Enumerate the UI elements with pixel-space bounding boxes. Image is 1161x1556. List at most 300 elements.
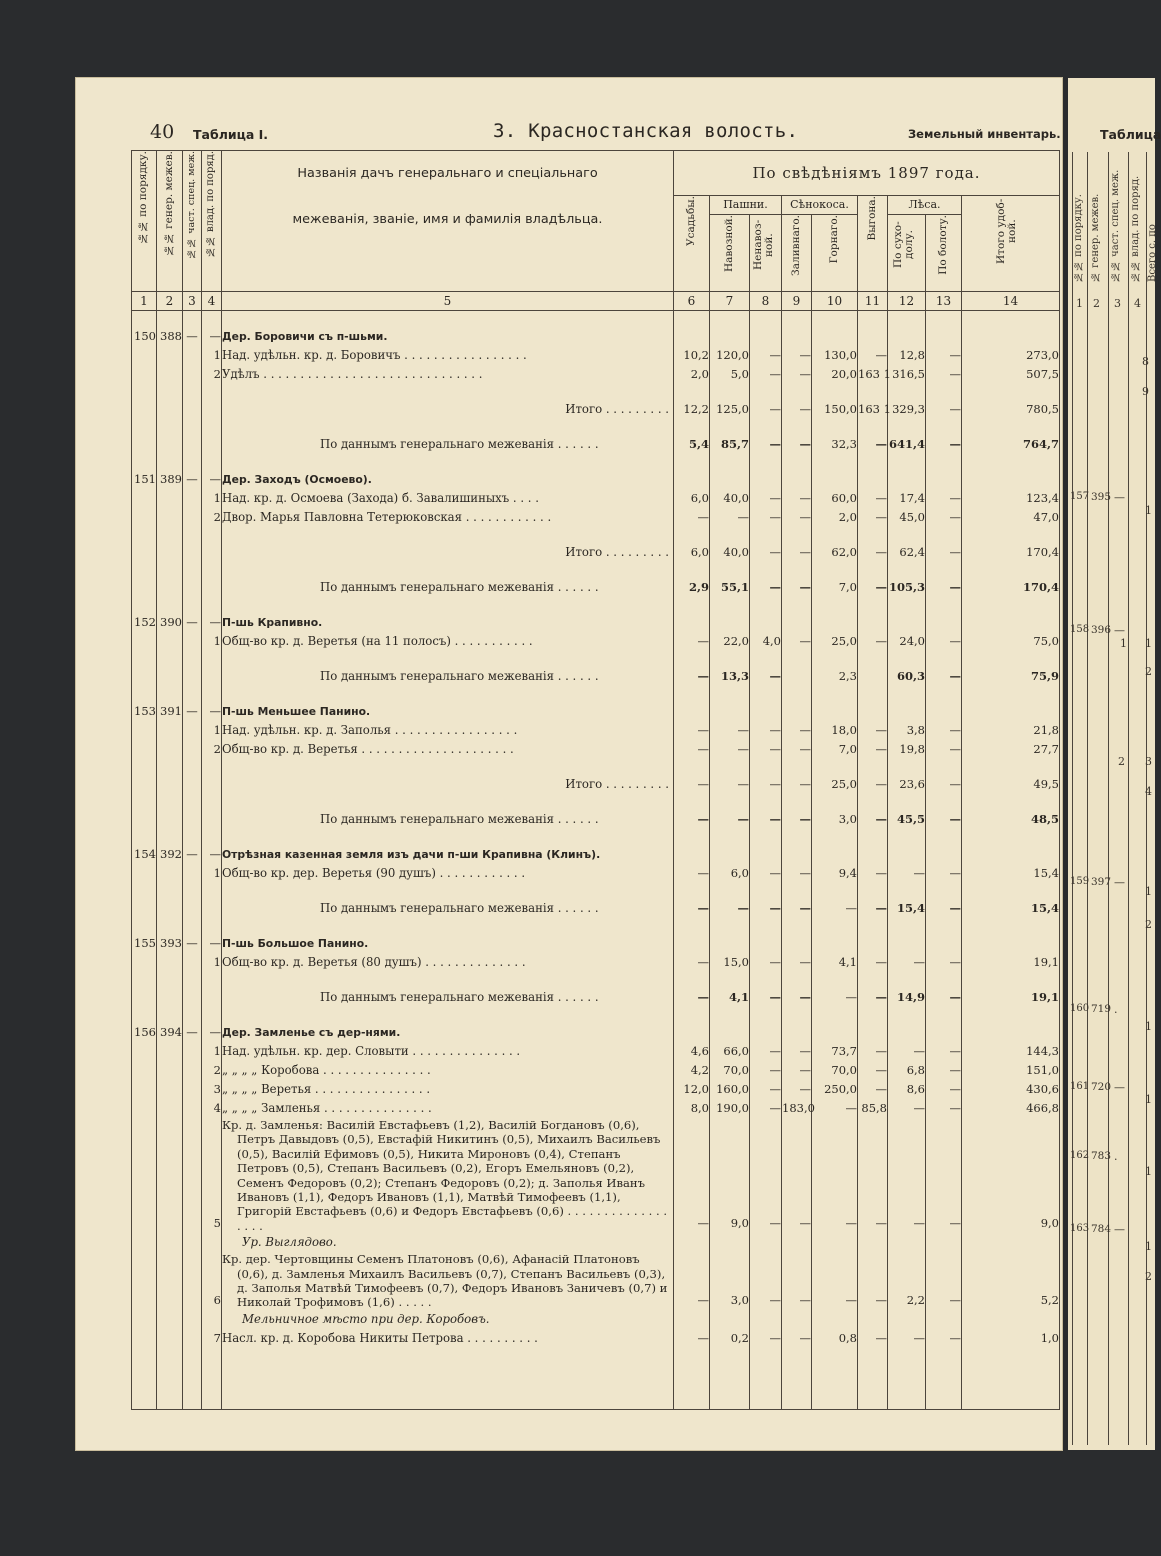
cell-value-10 [812, 702, 858, 721]
cell-value-8: — [750, 435, 782, 454]
cell-c1: 156 [132, 1023, 157, 1042]
cell-value-7: 3,0 [710, 1252, 750, 1310]
empty-cell [710, 597, 750, 613]
cell-value-13: — [926, 508, 962, 527]
empty-cell [674, 1408, 710, 1410]
cell-value-8: — [750, 365, 782, 384]
page-number: 40 [150, 121, 175, 143]
empty-cell [782, 794, 812, 810]
cell-c4: — [202, 1023, 222, 1042]
cell-value-6 [674, 934, 710, 953]
next-page-owner-number: 1 [1145, 885, 1152, 898]
cell-c1 [132, 1080, 157, 1099]
next-page-entry-special: — [1114, 624, 1125, 637]
owner-row [132, 508, 1060, 527]
cell-value-12: 19,8 [888, 740, 926, 759]
empty-cell [858, 597, 888, 613]
empty-cell [710, 686, 750, 702]
dacha-name: Дер. Замленье съ дер-нями. [222, 1026, 401, 1039]
cell-c3 [183, 775, 202, 794]
next-page-entry-special: . [1114, 1150, 1118, 1163]
cell-c3 [183, 346, 202, 365]
cell-value-12: 24,0 [888, 632, 926, 651]
cell-value-10 [812, 934, 858, 953]
cell-description [222, 845, 674, 864]
cell-value-14 [962, 845, 1060, 864]
cell-c4: 1 [202, 1042, 222, 1061]
cell-c4: 1 [202, 864, 222, 883]
empty-cell [782, 883, 812, 899]
cell-value-9: — [782, 1252, 812, 1310]
next-page-col-number: 4 [1134, 297, 1141, 310]
column-number: 10 [812, 292, 858, 311]
cell-value-8 [750, 845, 782, 864]
empty-cell [674, 972, 710, 988]
cell-description [222, 1023, 674, 1042]
cell-c2 [157, 775, 183, 794]
empty-cell [157, 597, 183, 613]
cell-value-8 [750, 1233, 782, 1252]
next-page-entry-number: 162 [1070, 1150, 1090, 1161]
cell-value-10: 18,0 [812, 721, 858, 740]
cell-value-11: — [858, 740, 888, 759]
empty-cell [812, 311, 858, 328]
cell-value-11: — [858, 721, 888, 740]
empty-cell [926, 1007, 962, 1023]
cell-value-9: — [782, 435, 812, 454]
cell-value-11: — [858, 1042, 888, 1061]
empty-cell [222, 384, 674, 400]
empty-cell [782, 384, 812, 400]
cell-c1: 153 [132, 702, 157, 721]
next-page-col-number: 3 [1114, 297, 1121, 310]
owner-row [132, 632, 1060, 651]
cell-c4 [202, 543, 222, 562]
cell-value-14: 27,7 [962, 740, 1060, 759]
empty-cell [710, 527, 750, 543]
empty-cell [888, 527, 926, 543]
cell-value-7 [710, 934, 750, 953]
empty-cell [926, 651, 962, 667]
cell-c2 [157, 721, 183, 740]
dacha-name: Отрѣзная казенная земля изъ дачи п-ши Крапивна (Клинъ). [222, 848, 601, 861]
col-header-2: №№ генер. межев. [162, 151, 175, 257]
owner-label: Удѣлъ . . . . . . . . . . . . . . . . . . . . . . . . . . . . . . [222, 367, 483, 381]
cell-value-8: — [750, 667, 782, 686]
empty-cell [183, 562, 202, 578]
owner-row [132, 864, 1060, 883]
empty-cell [202, 311, 222, 328]
cell-value-14: 15,4 [962, 899, 1060, 918]
next-page-owner-number: 2 [1145, 918, 1152, 931]
cell-value-11: 85,8 [858, 1099, 888, 1118]
cell-value-9: — [782, 489, 812, 508]
empty-cell [202, 759, 222, 775]
cell-value-8: — [750, 346, 782, 365]
empty-cell [858, 384, 888, 400]
column-number: 11 [858, 292, 888, 311]
cell-value-14: 170,4 [962, 543, 1060, 562]
col-header-14: Итого удоб-ной. [994, 198, 1018, 264]
cell-description [222, 1080, 674, 1099]
cell-value-6: — [674, 810, 710, 829]
empty-cell [222, 829, 674, 845]
cell-value-12: 316,5 [888, 365, 926, 384]
next-page-entry-special: — [1114, 1223, 1125, 1236]
cell-c3 [183, 1252, 202, 1310]
empty-cell [926, 918, 962, 934]
dacha-name: П-шь Крапивно. [222, 616, 323, 629]
next-page-col-number: 2 [1093, 297, 1100, 310]
cell-value-9: — [782, 1329, 812, 1348]
empty-cell [183, 759, 202, 775]
next-page-col-header: № генер. межев. [1090, 193, 1101, 282]
cell-c2 [157, 1080, 183, 1099]
empty-cell [674, 527, 710, 543]
cell-value-11: — [858, 899, 888, 918]
cell-value-11: — [858, 346, 888, 365]
owner-row [132, 1252, 1060, 1310]
next-page-entry-number: 163 [1070, 1223, 1090, 1234]
col-header-12: По сухо-долу. [891, 221, 915, 269]
empty-cell [202, 562, 222, 578]
empty-cell [782, 972, 812, 988]
cell-value-11: — [858, 632, 888, 651]
empty-cell [202, 686, 222, 702]
cell-c3: — [183, 845, 202, 864]
cell-c4 [202, 775, 222, 794]
empty-cell [132, 972, 157, 988]
empty-cell [888, 829, 926, 845]
cell-c2 [157, 988, 183, 1007]
cell-value-8: — [750, 543, 782, 562]
cell-c3 [183, 1233, 202, 1252]
cell-c3: — [183, 327, 202, 346]
cell-value-10 [812, 1310, 858, 1329]
cell-description [222, 740, 674, 759]
cell-c2 [157, 489, 183, 508]
empty-cell [202, 419, 222, 435]
empty-cell [710, 1348, 750, 1408]
empty-cell [710, 419, 750, 435]
empty-cell [132, 527, 157, 543]
empty-cell [750, 562, 782, 578]
cell-value-11: — [858, 810, 888, 829]
general-survey-row [132, 988, 1060, 1007]
cell-value-7: — [710, 721, 750, 740]
cell-c4 [202, 578, 222, 597]
cell-value-9 [782, 327, 812, 346]
dacha-row [132, 845, 1060, 864]
cell-value-6 [674, 1233, 710, 1252]
spacer-row [132, 311, 1060, 328]
cell-value-12: 60,3 [888, 667, 926, 686]
cell-value-13 [926, 1233, 962, 1252]
cell-value-10: 4,1 [812, 953, 858, 972]
col-header-10: Горнаго. [827, 215, 840, 264]
column-number: 2 [157, 292, 183, 311]
cell-c2 [157, 346, 183, 365]
cell-description [222, 470, 674, 489]
empty-cell [710, 651, 750, 667]
cell-value-6: — [674, 775, 710, 794]
cell-c4: 5 [202, 1118, 222, 1233]
cell-c4: 6 [202, 1252, 222, 1310]
next-page-owner-number: 1 [1120, 637, 1127, 650]
cell-value-12: 6,8 [888, 1061, 926, 1080]
cell-value-9: — [782, 740, 812, 759]
cell-value-8: — [750, 400, 782, 419]
cell-value-7: — [710, 899, 750, 918]
col-header-3: №№ част. спец. меж. [186, 151, 198, 259]
col-header-9: Заливнаго. [789, 215, 802, 276]
next-page-entry-number: 157 [1070, 491, 1090, 502]
empty-cell [782, 454, 812, 470]
cell-value-8 [750, 1023, 782, 1042]
cell-c3 [183, 1329, 202, 1348]
empty-cell [962, 918, 1060, 934]
cell-value-13 [926, 1023, 962, 1042]
column-number: 9 [782, 292, 812, 311]
empty-cell [812, 454, 858, 470]
dacha-row [132, 1023, 1060, 1042]
empty-cell [222, 1348, 674, 1408]
empty-cell [183, 384, 202, 400]
next-page-owner-number: 8 [1142, 355, 1149, 368]
empty-cell [202, 597, 222, 613]
next-page-column-rule [1087, 152, 1088, 1445]
empty-cell [674, 918, 710, 934]
empty-cell [926, 527, 962, 543]
cell-value-8: — [750, 578, 782, 597]
cell-value-14: 170,4 [962, 578, 1060, 597]
cell-description [222, 1233, 674, 1252]
cell-description [222, 810, 674, 829]
dacha-name: Дер. Боровичи съ п-шьми. [222, 330, 388, 343]
empty-cell [782, 1007, 812, 1023]
cell-value-11 [858, 1233, 888, 1252]
cell-c1: 155 [132, 934, 157, 953]
cell-value-7 [710, 1023, 750, 1042]
empty-cell [202, 918, 222, 934]
cell-value-9 [782, 934, 812, 953]
cell-c3 [183, 1099, 202, 1118]
empty-cell [710, 1007, 750, 1023]
cell-value-10: — [812, 1099, 858, 1118]
cell-c3 [183, 1310, 202, 1329]
cell-c1 [132, 1061, 157, 1080]
next-page-owner-number: 9 [1142, 385, 1149, 398]
cell-value-10: 20,0 [812, 365, 858, 384]
cell-c2: 394 [157, 1023, 183, 1042]
empty-cell [222, 972, 674, 988]
cell-value-9: — [782, 953, 812, 972]
owner-label: Над. кр. д. Осмоева (Захода) б. Завалишиныхъ . . . . [222, 491, 539, 505]
cell-value-14: 1,0 [962, 1329, 1060, 1348]
cell-value-10: — [812, 1252, 858, 1310]
cell-value-8: — [750, 1061, 782, 1080]
cell-value-13: — [926, 1329, 962, 1348]
cell-value-6: — [674, 508, 710, 527]
cell-c4: — [202, 934, 222, 953]
cell-value-6 [674, 1310, 710, 1329]
empty-cell [183, 829, 202, 845]
cell-c3: — [183, 470, 202, 489]
cell-value-6 [674, 845, 710, 864]
owner-label: Насл. кр. д. Коробова Никиты Петрова . . . . . . . . . . [222, 1330, 538, 1345]
empty-cell [132, 1408, 157, 1410]
empty-cell [674, 384, 710, 400]
cell-c3 [183, 1061, 202, 1080]
empty-cell [674, 1007, 710, 1023]
column-number: 12 [888, 292, 926, 311]
cell-value-9 [782, 667, 812, 686]
cell-value-12 [888, 327, 926, 346]
empty-cell [183, 1348, 202, 1408]
spacer-row [132, 972, 1060, 988]
col-header-1: №№ по порядку. [137, 151, 150, 245]
empty-cell [710, 1408, 750, 1410]
cell-value-7: — [710, 775, 750, 794]
empty-cell [782, 686, 812, 702]
cell-c1 [132, 578, 157, 597]
cell-value-9: — [782, 1042, 812, 1061]
next-page-owner-number: 4 [1145, 785, 1152, 798]
cell-value-13: — [926, 721, 962, 740]
cell-value-11 [858, 1310, 888, 1329]
cell-value-14: 19,1 [962, 988, 1060, 1007]
cell-value-13: — [926, 435, 962, 454]
empty-cell [132, 419, 157, 435]
cell-value-9 [782, 845, 812, 864]
cell-c3 [183, 1042, 202, 1061]
empty-cell [888, 311, 926, 328]
next-page-entry-survey: 784 [1091, 1223, 1112, 1235]
spacer-row [132, 1007, 1060, 1023]
cell-value-11 [858, 470, 888, 489]
empty-cell [222, 419, 674, 435]
cell-description [222, 988, 674, 1007]
cell-value-9: 183,0 [782, 1099, 812, 1118]
cell-value-14: 49,5 [962, 775, 1060, 794]
next-page-column-rule [1072, 152, 1073, 1445]
cell-c3 [183, 632, 202, 651]
cell-value-8 [750, 934, 782, 953]
cell-value-7 [710, 470, 750, 489]
empty-cell [750, 1408, 782, 1410]
cell-value-13: — [926, 578, 962, 597]
general-survey-row [132, 435, 1060, 454]
cell-value-13: — [926, 1118, 962, 1233]
cell-value-8: — [750, 740, 782, 759]
cell-c2 [157, 1329, 183, 1348]
column-number: 8 [750, 292, 782, 311]
empty-cell [132, 311, 157, 328]
cell-value-10: 32,3 [812, 435, 858, 454]
empty-cell [183, 686, 202, 702]
owner-label: Общ-во кр. дер. Веретья (90 душъ) . . . . . . . . . . . . [222, 866, 526, 880]
empty-cell [183, 972, 202, 988]
empty-cell [674, 419, 710, 435]
empty-cell [926, 384, 962, 400]
cell-value-11: 163 1 [858, 365, 888, 384]
empty-cell [132, 1348, 157, 1408]
cell-value-6: 12,0 [674, 1080, 710, 1099]
empty-cell [202, 384, 222, 400]
empty-cell [222, 597, 674, 613]
cell-value-12: 12,8 [888, 346, 926, 365]
empty-cell [858, 686, 888, 702]
empty-cell [812, 562, 858, 578]
cell-value-7 [710, 327, 750, 346]
cell-c4 [202, 988, 222, 1007]
cell-value-13: — [926, 346, 962, 365]
cell-c2: 392 [157, 845, 183, 864]
cell-description [222, 613, 674, 632]
empty-cell [750, 384, 782, 400]
cell-value-11: — [858, 1080, 888, 1099]
empty-cell [858, 829, 888, 845]
cell-value-6: 8,0 [674, 1099, 710, 1118]
cell-value-12: 45,0 [888, 508, 926, 527]
cell-c1 [132, 1118, 157, 1233]
next-page-owner-number: 3 [1145, 755, 1152, 768]
cell-c4: 3 [202, 1080, 222, 1099]
cell-value-11 [858, 613, 888, 632]
cell-value-10 [812, 1233, 858, 1252]
next-page-owner-number: 1 [1145, 1020, 1152, 1033]
empty-cell [750, 1348, 782, 1408]
owner-label: Общ-во кр. д. Веретья (на 11 полосъ) . . . . . . . . . . . [222, 634, 533, 648]
cell-c1 [132, 810, 157, 829]
cell-c2 [157, 740, 183, 759]
cell-description [222, 327, 674, 346]
column-number: 13 [926, 292, 962, 311]
cell-value-12: 641,4 [888, 435, 926, 454]
cell-c2 [157, 667, 183, 686]
cell-value-13: — [926, 365, 962, 384]
cell-description [222, 489, 674, 508]
empty-cell [962, 1408, 1060, 1410]
col-header-13: По болоту. [936, 215, 949, 275]
next-page-col-header: Всего с. по [1147, 224, 1158, 282]
cell-description [222, 346, 674, 365]
cell-c3 [183, 489, 202, 508]
cell-c1 [132, 988, 157, 1007]
dacha-name: Дер. Заходъ (Осмоево). [222, 473, 372, 486]
empty-cell [710, 454, 750, 470]
next-page-entry-survey: 719 [1091, 1003, 1112, 1015]
cell-c4 [202, 1310, 222, 1329]
total-row [132, 400, 1060, 419]
cell-value-14 [962, 327, 1060, 346]
cell-description [222, 1329, 674, 1348]
cell-c1: 151 [132, 470, 157, 489]
cell-description [222, 578, 674, 597]
cell-value-9 [782, 1233, 812, 1252]
empty-cell [674, 883, 710, 899]
cell-value-13: — [926, 775, 962, 794]
empty-cell [157, 686, 183, 702]
empty-cell [888, 759, 926, 775]
next-page-owner-number: 1 [1145, 1093, 1152, 1106]
cell-value-7: 40,0 [710, 543, 750, 562]
owner-row [132, 1329, 1060, 1348]
cell-c4: — [202, 702, 222, 721]
cell-value-8: 4,0 [750, 632, 782, 651]
next-page-entry-number: 160 [1070, 1003, 1090, 1014]
empty-cell [222, 1408, 674, 1410]
